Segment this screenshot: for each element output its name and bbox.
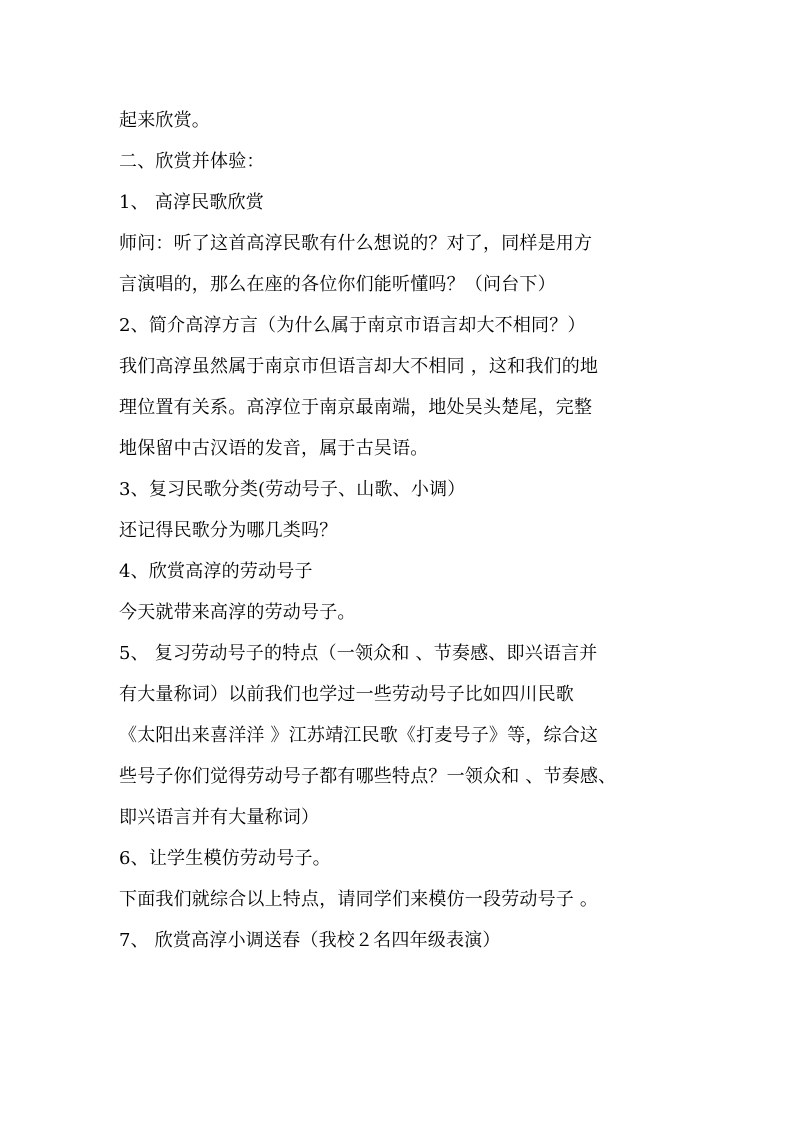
- text-line: 我们高淳虽然属于南京市但语言却大不相同 ，这和我们的地: [119, 356, 599, 377]
- text-line: 今天就带来高淳的劳动号子。: [119, 602, 356, 623]
- text-line: 师问：听了这首高淳民歌有什么想说的？对了，同样是用方: [119, 233, 593, 254]
- text-line: 言演唱的，那么在座的各位你们能听懂吗？（问台下）: [119, 274, 556, 295]
- document-body: [119, 100, 679, 961]
- list-item-heading: 6、让学生模仿劳动号子。: [119, 848, 331, 869]
- text-line: 即兴语言并有大量称词）: [119, 807, 320, 828]
- list-item-heading: 2、简介高淳方言（为什么属于南京市语言却大不相同？）: [119, 315, 586, 336]
- text-line: 下面我们就综合以上特点，请同学们来模仿一段劳动号子 。: [119, 889, 599, 910]
- list-item-heading: 3、复习民歌分类(劳动号子、山歌、小调）: [119, 479, 466, 500]
- text-line: 理位置有关系。高淳位于南京最南端，地处吴头楚尾，完整: [119, 397, 593, 418]
- list-item-heading: 5、 复习劳动号子的特点（一领众和 、节奏感、即兴语言并: [119, 643, 598, 664]
- text-line: 地保留中古汉语的发音，属于古吴语。: [119, 438, 429, 459]
- list-item-heading: 4、欣赏高淳的劳动号子: [119, 561, 313, 582]
- text-line: 还记得民歌分为哪几类吗？: [119, 520, 338, 541]
- text-line: 有大量称词）以前我们也学过一些劳动号子比如四川民歌: [119, 684, 574, 705]
- list-item-heading: 7、 欣赏高淳小调送春（我校２名四年级表演）: [119, 930, 501, 951]
- text-line: 些号子你们觉得劳动号子都有哪些特点？一领众和 、节奏感、: [119, 766, 617, 787]
- text-line: 《太阳出来喜洋洋 》江苏靖江民歌《打麦号子》等，综合这: [119, 725, 599, 746]
- list-item-heading: 1、 高淳民歌欣赏: [119, 192, 264, 213]
- section-heading: 二、欣赏并体验：: [119, 151, 265, 172]
- text-line: 起来欣赏。: [119, 110, 210, 131]
